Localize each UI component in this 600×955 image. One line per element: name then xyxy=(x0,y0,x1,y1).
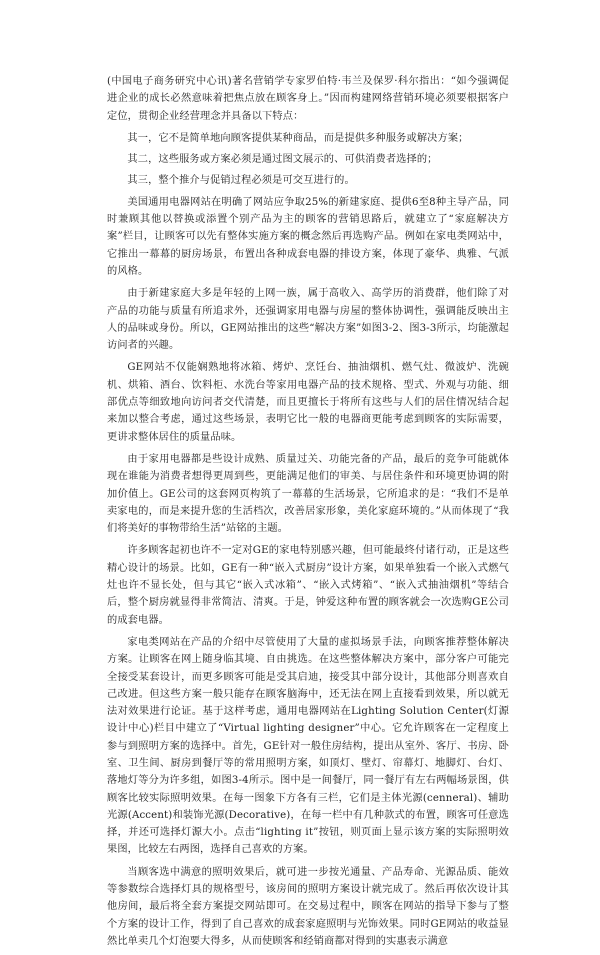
young-family-paragraph: 由于新建家庭大多是年轻的上网一族，属于高收入、高学历的消费群，他们除了对产品的功能与质量有所追求外，还强调家用电器与房屋的整体协调性，强调能反映出主人的品味或身份。所以，GE网站推出的这些“解决方案”如图3-2、图3-3所示，均能激起访问者的兴趣。 xyxy=(107,288,509,352)
intro-paragraph: (中国电子商务研究中心讯)著名营销学专家罗伯特·韦兰及保罗·科尔指出：“如今强调促进企业的成长必然意味着把焦点放在顾客身上。”因而构建网络营销环境必须要根据客户定位，贯彻企业经营理念并具备以下特点： xyxy=(107,76,509,122)
point-two-paragraph: 其二，这些服务或方案必须是通过图文展示的、可供消费者选择的； xyxy=(127,154,438,166)
point-three-paragraph: 其三，整个推介与促销过程必须是可交互进行的。 xyxy=(127,175,355,187)
conclusion-paragraph: 当顾客选中满意的照明效果后，就可进一步按光通量、产品寿命、光源品质、能效等参数综合选择灯具的规格型号，该房间的照明方案设计就完成了。然后再依次设计其他房间，最后将全套方案提交网站即可。在交易过程中，顾客在网站的指导下参与了整个方案的设计工作，得到了自己喜欢的成套家庭照明与光饰效果。同时GE网站的收益显然比单卖几个灯泡要大得多，从而使顾客和经销商都对得到的实惠表示满意 xyxy=(107,866,509,947)
article-body xyxy=(107,73,509,955)
lighting-designer-paragraph: 家电类网站在产品的介绍中尽管使用了大量的虚拟场景手法，向顾客推荐整体解决方案。让顾客在网上随身临其境、自由挑选。在这些整体解决方案中，部分客户可能完全接受某套设计，而更多顾客可能是受其启迪，接受其中部分设计，其他部分则喜欢自己改进。但这些方案一般只能存在顾客脑海中，还无法在网上直接看到效果，所以就无法对效果进行论证。基于这样考虑，通用电器网站在Lighting Solution Center(灯源设计中心)栏目中建立了“Virtual lighting designer”中心。它允许顾客在一定程度上参与到照明方案的选择中。首先，GE针对一般住房结构，提出从室外、客厅、书房、卧室、卫生间、厨房到餐厅等的常用照明方案，如顶灯、壁灯、帘幕灯、地脚灯、台灯、落地灯等分为许多组，如图3-4所示。图中是一间餐厅，同一餐厅有左右两幅场景图，供顾客比较实际照明效果。在每一图象下方各有三栏，它们是主体光源(cenneral)、辅助光源(Accent)和装饰光源(Decorative)，在每一栏中有几种款式的布置，顾客可任意选择，并还可选择灯源大小。点击“lighting it”按钮，则页面上显示该方案的实际照明效果图，比较左右两图，选择自己喜欢的方案。 xyxy=(107,636,509,856)
scene-design-paragraph: 许多顾客起初也许不一定对GE的家电特别感兴趣，但可能最终付诸行动，正是这些精心设计的场景。比如，GE有一种“嵌入式厨房”设计方案，如果单独看一个嵌入式燃气灶也许不显长处，但与其它“嵌入式冰箱”、“嵌入式烤箱”、“嵌入式抽油烟机”等结合后，整个厨房就显得非常简洁、清爽。于是，钟爱这种布置的顾客就会一次选购GE公司的成套电器。 xyxy=(107,545,509,626)
value-added-paragraph: 由于家用电器都是些设计成熟、质量过关、功能完备的产品，最后的竞争可能就体现在谁能为消费者想得更周到些，更能满足他们的审美、与居住条件和环境更协调的附加价值上。GE公司的这套网页构筑了一幕幕的生活场景，它所追求的是：“我们不是单卖家电的，而是来提升您的生活档次，改善居家形象，美化家庭环境的。”从而体现了“我们将美好的事物带给生活”站铭的主题。 xyxy=(107,453,509,535)
ge-integration-paragraph: GE网站不仅能娴熟地将冰箱、烤炉、烹饪台、抽油烟机、燃气灶、微波炉、洗碗机、烘箱、酒台、饮料柜、水洗台等家用电器产品的技术规格、型式、外观与功能、细部优点等细致地向访问者交代清楚，而且更擅长于将所有这些与人们的居住情况结合起来加以整合考虑，通过这些场景，表明它比一般的电器商更能考虑到顾客的实际需要，更讲求整体居住的质量品味。 xyxy=(107,362,509,443)
ge-solution-paragraph: 美国通用电器网站在明确了网站应争取25%的新建家庭、提供6至8种主导产品，同时兼顾其他以替换或添置个别产品为主的顾客的营销思路后，就建立了“家庭解决方案”栏目，让顾客可以先有整体实施方案的概念然后再选购产品。例如在家电类网站中，它推出一幕幕的厨房场景，布置出各种成套电器的排设方案，体现了豪华、典雅、气派的风格。 xyxy=(107,196,509,277)
point-one-paragraph: 其一，它不是简单地向顾客提供某种商品，而是提供多种服务或解决方案； xyxy=(127,132,469,144)
